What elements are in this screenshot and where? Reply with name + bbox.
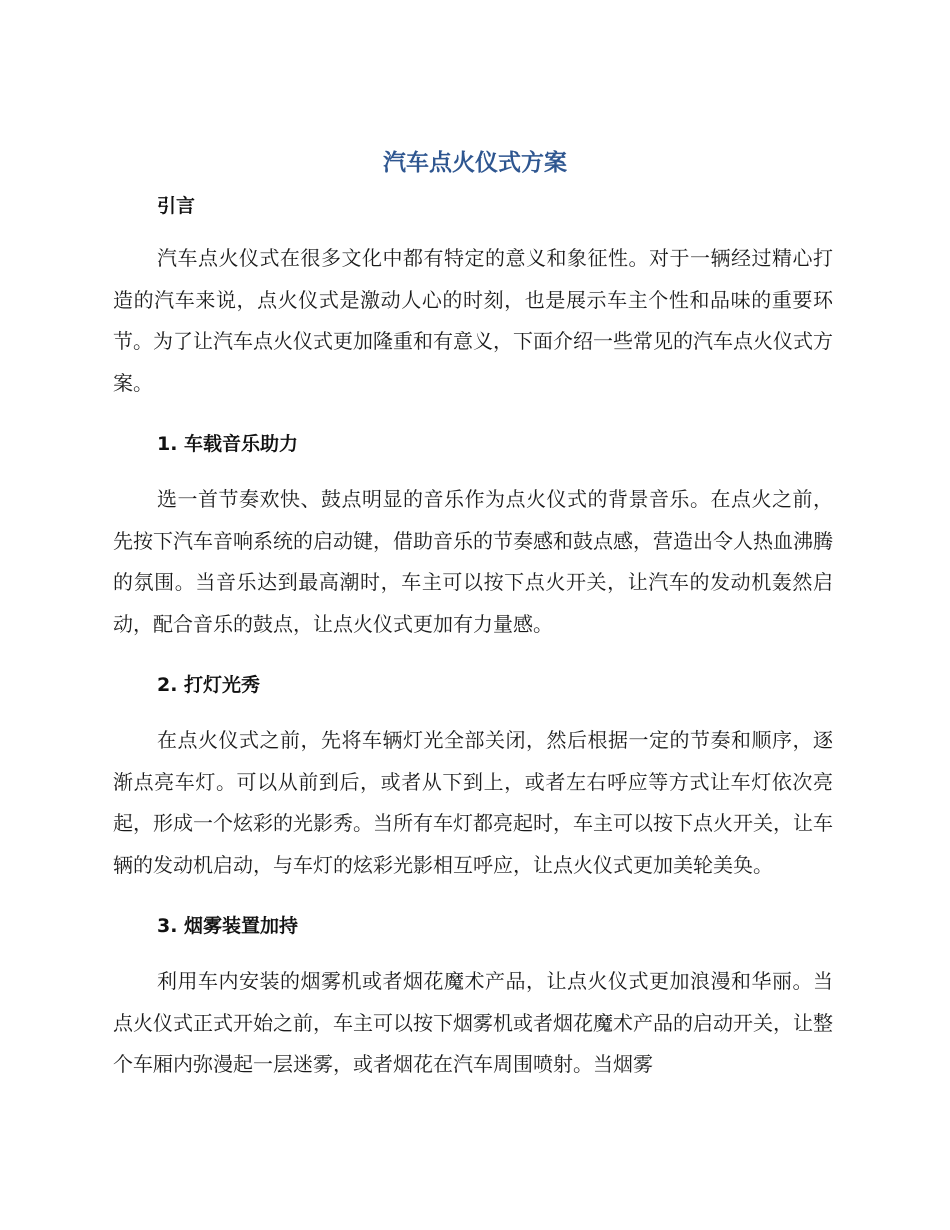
paragraph-section-2: 在点火仪式之前，先将车辆灯光全部关闭，然后根据一定的节奏和顺序，逐渐点亮车灯。可以从前到后，或者从下到上，或者左右呼应等方式让车灯依次亮起，形成一个炫彩的光影秀。当所有车灯都亮起时，车主可以按下点火开关，让车辆的发动机启动，与车灯的炫彩光影相互呼应，让点火仪式更加美轮美奂。	[113, 728, 833, 877]
document-title: 汽车点火仪式方案	[383, 150, 567, 176]
paragraph-section-1: 选一首节奏欢快、鼓点明显的音乐作为点火仪式的背景音乐。在点火之前，先按下汽车音响系统的启动键，借助音乐的节奏感和鼓点感，营造出令人热血沸腾的氛围。当音乐达到最高潮时，车主可以按下点火开关，让汽车的发动机轰然启动，配合音乐的鼓点，让点火仪式更加有力量感。	[113, 487, 833, 636]
section-heading-intro: 引言	[157, 195, 196, 217]
paragraph-intro: 汽车点火仪式在很多文化中都有特定的意义和象征性。对于一辆经过精心打造的汽车来说，点火仪式是激动人心的时刻，也是展示车主个性和品味的重要环节。为了让汽车点火仪式更加隆重和有意义，下面介绍一些常见的汽车点火仪式方案。	[113, 246, 833, 395]
section-heading-3: 3. 烟雾装置加持	[157, 915, 299, 937]
section-heading-2: 2. 打灯光秀	[157, 674, 261, 696]
section-heading-1: 1. 车载音乐助力	[157, 433, 299, 455]
paragraph-section-3: 利用车内安装的烟雾机或者烟花魔术产品，让点火仪式更加浪漫和华丽。当点火仪式正式开始之前，车主可以按下烟雾机或者烟花魔术产品的启动开关，让整个车厢内弥漫起一层迷雾，或者烟花在汽车周围喷射。当烟雾	[113, 969, 833, 1076]
document-body	[113, 186, 833, 1086]
